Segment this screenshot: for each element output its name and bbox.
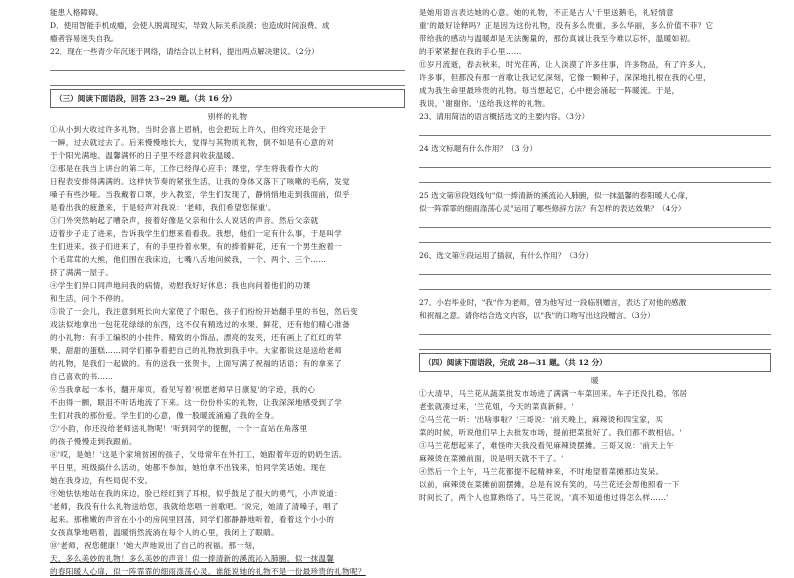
para-line: ④然后一个上午，马兰花都提不起精神来，不时地望着菜摊那边发呆。	[419, 467, 664, 476]
article-body	[50, 123, 405, 578]
section-3-header: （三）阅读下面语段，回答 23~29 题。（共 16 分）	[50, 89, 405, 108]
question-27-cont: 和祝福之意。请你结合选文内容，以"我"的口吻写出这段赠言。（3分）	[419, 311, 655, 320]
para-line: 的小礼物：有手工编织的小挂件、精致的小饰品、漂亮的发夹，还有画上了红红的苹	[50, 333, 343, 342]
para-line: 女孩真挚地唱着，温暖悄然流淌在每个人的心里，我闭上了眼睛。	[50, 528, 279, 537]
para-line: 果、甜甜的蛋糕……同学们都争着把自己的礼物放到我手中。大家都说这是送给老师	[50, 346, 343, 355]
para-line: ⑤说了一会儿，我注意到班长向大家使了个眼色，孩子们纷纷开始翻手里的书包，然后变	[50, 307, 358, 316]
answer-line	[50, 58, 405, 71]
article-2-body	[419, 387, 771, 504]
underlined-sentence: 的春阳暖人心扉，似一阵霏霏的细雨涤荡心灵。谁能说她的礼物不是一份最珍贵的礼物呢？	[50, 567, 366, 576]
answer-line[interactable]	[419, 123, 771, 136]
para-line: ①大清早，马兰花从蔬菜批发市场进了满满一车菜回来。车子还没扎稳，邻居	[419, 389, 688, 398]
underlined-sentence: 天，多么美妙的礼物！多么美妙的声音！似一捧清新的溪流沁入肺腑，似一抹温馨	[50, 554, 335, 563]
para-line: 迈着步子走了进来，告诉我学生们想来看看我。我想，他们一定有什么事，于是叫学	[50, 229, 343, 238]
text-line: D．使用智能手机成瘾，会使人脱离现实，导致人际关系淡漠；也造成时间浪费、成	[50, 21, 330, 30]
para-line: ⑧'哎，是她！'这是个家境贫困的孩子，父母常年在外打工，她跟着年迈的奶奶生活。	[50, 450, 347, 459]
question-22: 22．现在一些青少年沉迷于网络，请结合以上材料，提出两点解决建议。（2分）	[50, 47, 319, 56]
para-line: ③马兰花想起来了，难怪昨天我没看见麻辣烫摆摊。三哥又说：'前天上午	[419, 441, 674, 450]
para-line: 挤了满满一屋子。	[50, 268, 114, 277]
para-line: ⑥当我拿起一本书，翻开扉页，看见写着'祝愿老师早日康复'的字迹，我的心	[50, 385, 316, 394]
question-25-cont: 似一阵霏霏的细雨涤荡心灵"运用了哪些修辞方法？有怎样的表达效果？（4分）	[419, 204, 686, 213]
left-column	[50, 6, 405, 578]
para-line: 自己喜欢的书……	[50, 372, 114, 381]
para-line: ⑦'小韵，你还没给老师送礼物呢！'听到同学的提醒，一个一直站在角落里	[50, 424, 308, 433]
para-line: 一瞬，过去就过去了。后来慢慢地长大，觉得与其物质礼物，倒不如是有心意的对	[50, 138, 335, 147]
answer-line[interactable]	[419, 215, 771, 228]
text-line: 能患人格障碍。	[50, 8, 104, 17]
para-line: 她在我身边，有些局促不安。	[50, 476, 153, 485]
answer-line[interactable]	[419, 155, 771, 168]
para-line: 和生活，问个不停的。	[50, 294, 129, 303]
answer-line	[50, 73, 405, 86]
para-line: 的孩子慢慢走到我跟前。	[50, 437, 137, 446]
para-line: '老师，我没有什么礼物送给您，我就给您唱一首歌吧。'说完，她清了清嗓子，唱了	[50, 502, 339, 511]
para-line: 时间长了，两个人也算熟络了。马兰花说，'真不知道他过得怎么样……'	[419, 493, 669, 502]
section-4-header: （四）阅读下面语段，完成 28—31 题。（共 12 分）	[419, 353, 771, 372]
question-26: 26、选文第⑨段运用了插叙，有什么作用？（3分）	[419, 251, 593, 260]
right-column	[419, 6, 771, 504]
question-24: 24 选文标题有什么作用？（3 分）	[419, 144, 538, 153]
para-line: 日程表安排得满满的。这样快节奏的紧张生活，让我的身体又落下了咳嗽的毛病，发觉	[50, 177, 350, 186]
para-line: ④学生们异口同声地问我的病情，劝慰我好好休息；我也向问着他们的功课	[50, 281, 311, 290]
para-line: 个毛茸茸的大熊，他们围在我床边，七嘴八舌地问候我，一个、两个、三个……	[50, 255, 327, 264]
para-line: 许多事，但都没有那一首歌让我记忆深刻，它像一颗种子，深深地扎根在我的心里，	[419, 73, 712, 82]
para-line: 戏法似地拿出一包花花绿绿的东西，这不仅有精选过的水果、鲜花，还有他们精心准备	[50, 320, 350, 329]
para-line: ②那是在我当上讲台的第二年，工作已经得心应手；课堂，学生将我看作大的	[50, 164, 319, 173]
question-25: 25 选文第⑩段划线句"似一捧清新的溪流沁入肺腑，似一抹温馨的春阳暖人心扉，	[419, 191, 693, 200]
answer-line[interactable]	[419, 230, 771, 243]
answer-line[interactable]	[419, 170, 771, 183]
para-line: ①从小到大收过许多礼物，当时会喜上眉梢，也会把玩上许久，但终究还是会于	[50, 125, 327, 134]
answer-line[interactable]	[419, 277, 771, 290]
para-line: ②马兰花一听：'出啥事啦？'三哥说：'前天晚上，麻辣烫和四宝家，买	[419, 415, 663, 424]
para-line: 的手紧紧握在我的手心里……	[419, 47, 522, 56]
answer-line[interactable]	[419, 337, 771, 350]
para-line: 是她用语言表达她的心意。她的礼物，不正是古人'千里送鹅毛，礼轻情意	[419, 8, 674, 17]
para-line: 于个阳光满地、温馨满怀的日子里不经意间收获温暖。	[50, 151, 240, 160]
answer-line[interactable]	[419, 262, 771, 275]
question-27: 27、小岩毕业时，"我"作为老师，曾为他写过一段临别赠言，表达了对他的感激	[419, 298, 687, 307]
para-line: 是看出我的疲惫来，于是轻声对我说：'老师，我们希望您保重'。	[50, 203, 276, 212]
para-line: 以前，麻辣烫在菜摊前面摆摊，总是有说有笑的，马兰花还会帮他照看一下	[419, 480, 680, 489]
article-continuation	[419, 6, 771, 110]
para-line: 生们进来。孩子们进来了，有的手里拎着水果，有的捧着鲜花，还有一个男生抱着一	[50, 242, 343, 251]
question-23: 23、请用简洁的语言概括选文的主要内容。（3分）	[419, 112, 590, 121]
para-line: ⑩'老师，祝您健康！'她大声地说出了自己的祝福。那一刻，	[50, 541, 261, 550]
para-line: 重'的最好诠释吗？正是因为这份礼物，没有多么贵重，多么华丽，多么价值不菲？它	[419, 21, 714, 30]
para-line: 我说，'谢谢你。'送给我这样的礼物。	[419, 99, 551, 108]
para-line: 嗓子有些沙哑。当我戴着口罩，步入教室，学生们发现了，静悄悄地走到我面前，似乎	[50, 190, 350, 199]
para-line: 菜的时候，听说他们早上去批发市场，提前把菜批好了。我们都不敢相信。'	[419, 428, 682, 437]
para-line: ⑨她怯怯地站在我的床边，脸已经红到了耳根，似乎鼓足了很大的勇气，小声说道：	[50, 489, 343, 498]
answer-line[interactable]	[419, 322, 771, 335]
article-title: 别样的礼物	[207, 112, 248, 121]
para-line: 起来。那稚嫩的声音在小小的房间里回荡，同学们都静静地听着，看着这个小小的	[50, 515, 335, 524]
para-line: ⑪岁月流逝，春去秋来，时光荏苒，让人淡漠了许多往事，许多物品，有了许多人，	[419, 60, 712, 69]
para-line: 不由得一颤，眼泪不听话地流了下来。这一份份朴实的礼物，让我深深地感受到了学	[50, 398, 343, 407]
para-line: 老张就凑过来，'兰花姐，今天的菜真新鲜。'	[419, 402, 574, 411]
para-line: 带给我的感动与温暖却是无法衡量的，那份真诚让我至今难以忘怀，温暖如初。	[419, 34, 696, 43]
para-line: 的礼物，是我们一起做的。有的送我一张贺卡，上面写满了祝福的话语；有的拿来了	[50, 359, 343, 368]
article-2-title: 暖	[591, 376, 599, 385]
para-line: 平日里，班级搞什么活动，她都不参加，她怕拿不出钱来，怕同学笑话她。现在	[50, 463, 327, 472]
para-line: 成为我生命里最珍贵的礼物。每当想起它，心中便会涌起一阵暖流。于是，	[419, 86, 680, 95]
para-line: 麻辣烫在菜摊前面，说是明天就不干了。'	[419, 454, 564, 463]
para-line: 生们对我的那份爱。学生们的心意，像一股暖流涌遍了我的全身。	[50, 411, 279, 420]
para-line: ③门外突然响起了嘈杂声，接着好像是父亲和什么人说话的声音。然后父亲就	[50, 216, 319, 225]
text-line: 瘾者容易迷失自我。	[50, 34, 119, 43]
